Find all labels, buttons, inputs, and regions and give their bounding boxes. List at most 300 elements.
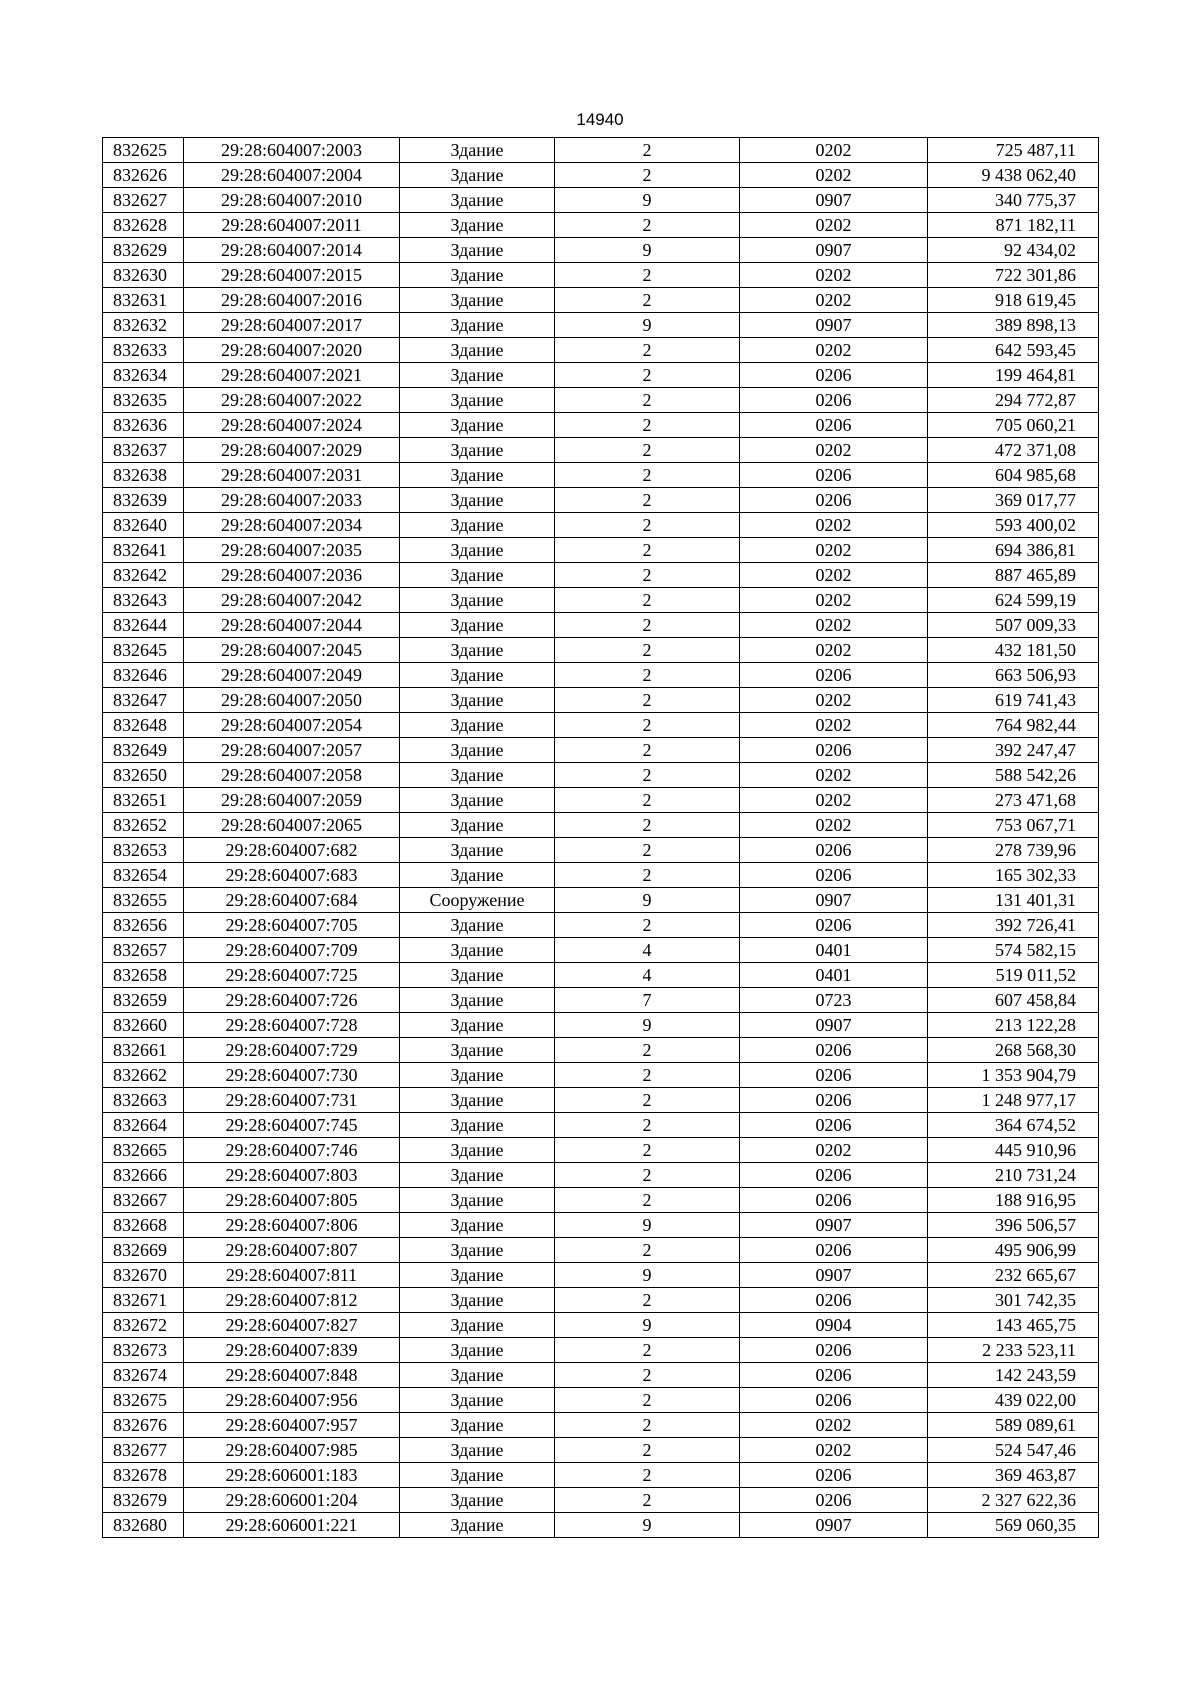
object-type-cell: Здание: [400, 238, 555, 263]
cadastral-value-cell: 604 985,68: [928, 463, 1099, 488]
cadastral-number-cell: 29:28:604007:2017: [184, 313, 400, 338]
row-number-cell: 832644: [103, 613, 184, 638]
cadastral-value-cell: 392 726,41: [928, 913, 1099, 938]
row-number-cell: 832670: [103, 1263, 184, 1288]
table-row: [103, 263, 1099, 288]
group-cell: 2: [555, 763, 740, 788]
row-number-cell: 832664: [103, 1113, 184, 1138]
table-row: [103, 713, 1099, 738]
row-number-cell: 832676: [103, 1413, 184, 1438]
subgroup-code-cell: 0206: [740, 1488, 928, 1513]
cadastral-value-cell: 589 089,61: [928, 1413, 1099, 1438]
cadastral-value-cell: 619 741,43: [928, 688, 1099, 713]
cadastral-number-cell: 29:28:604007:2035: [184, 538, 400, 563]
table-row: [103, 338, 1099, 363]
table-row: [103, 438, 1099, 463]
subgroup-code-cell: 0206: [740, 1288, 928, 1313]
subgroup-code-cell: 0206: [740, 1463, 928, 1488]
object-type-cell: Здание: [400, 1038, 555, 1063]
row-number-cell: 832625: [103, 138, 184, 163]
cadastral-value-cell: 294 772,87: [928, 388, 1099, 413]
row-number-cell: 832646: [103, 663, 184, 688]
cadastral-value-cell: 593 400,02: [928, 513, 1099, 538]
subgroup-code-cell: 0907: [740, 1013, 928, 1038]
table-row: [103, 1138, 1099, 1163]
group-cell: 2: [555, 388, 740, 413]
row-number-cell: 832672: [103, 1313, 184, 1338]
subgroup-code-cell: 0202: [740, 213, 928, 238]
object-type-cell: Здание: [400, 563, 555, 588]
table-row: [103, 1363, 1099, 1388]
table-row: [103, 1438, 1099, 1463]
subgroup-code-cell: 0907: [740, 188, 928, 213]
cadastral-value-cell: 301 742,35: [928, 1288, 1099, 1313]
page-number: 14940: [576, 110, 624, 129]
object-type-cell: Здание: [400, 163, 555, 188]
group-cell: 2: [555, 538, 740, 563]
cadastral-value-cell: 871 182,11: [928, 213, 1099, 238]
object-type-cell: Здание: [400, 1288, 555, 1313]
cadastral-value-cell: 396 506,57: [928, 1213, 1099, 1238]
subgroup-code-cell: 0202: [740, 538, 928, 563]
group-cell: 2: [555, 138, 740, 163]
object-type-cell: Здание: [400, 838, 555, 863]
group-cell: 2: [555, 863, 740, 888]
cadastral-value-cell: 725 487,11: [928, 138, 1099, 163]
object-type-cell: Здание: [400, 1138, 555, 1163]
group-cell: 2: [555, 1338, 740, 1363]
object-type-cell: Здание: [400, 1263, 555, 1288]
cadastral-number-cell: 29:28:604007:2024: [184, 413, 400, 438]
subgroup-code-cell: 0206: [740, 1188, 928, 1213]
cadastral-value-cell: 663 506,93: [928, 663, 1099, 688]
cadastral-number-cell: 29:28:604007:2065: [184, 813, 400, 838]
object-type-cell: Здание: [400, 213, 555, 238]
subgroup-code-cell: 0202: [740, 563, 928, 588]
table-row: [103, 1038, 1099, 1063]
object-type-cell: Здание: [400, 438, 555, 463]
cadastral-number-cell: 29:28:604007:728: [184, 1013, 400, 1038]
row-number-cell: 832668: [103, 1213, 184, 1238]
object-type-cell: Здание: [400, 1438, 555, 1463]
group-cell: 2: [555, 338, 740, 363]
row-number-cell: 832677: [103, 1438, 184, 1463]
row-number-cell: 832673: [103, 1338, 184, 1363]
cadastral-number-cell: 29:28:604007:806: [184, 1213, 400, 1238]
table-row: [103, 363, 1099, 388]
row-number-cell: 832655: [103, 888, 184, 913]
cadastral-number-cell: 29:28:604007:730: [184, 1063, 400, 1088]
cadastral-value-cell: 143 465,75: [928, 1313, 1099, 1338]
table-row: [103, 1513, 1099, 1538]
row-number-cell: 832654: [103, 863, 184, 888]
row-number-cell: 832667: [103, 1188, 184, 1213]
table-row: [103, 1088, 1099, 1113]
table-row: [103, 288, 1099, 313]
cadastral-value-cell: 764 982,44: [928, 713, 1099, 738]
row-number-cell: 832653: [103, 838, 184, 863]
object-type-cell: Здание: [400, 1513, 555, 1538]
object-type-cell: Здание: [400, 363, 555, 388]
subgroup-code-cell: 0202: [740, 713, 928, 738]
row-number-cell: 832679: [103, 1488, 184, 1513]
row-number-cell: 832634: [103, 363, 184, 388]
cadastral-number-cell: 29:28:604007:2036: [184, 563, 400, 588]
object-type-cell: Здание: [400, 613, 555, 638]
cadastral-value-cell: 722 301,86: [928, 263, 1099, 288]
subgroup-code-cell: 0206: [740, 1038, 928, 1063]
table-row: [103, 1488, 1099, 1513]
subgroup-code-cell: 0202: [740, 613, 928, 638]
subgroup-code-cell: 0907: [740, 888, 928, 913]
group-cell: 2: [555, 913, 740, 938]
table-row: [103, 313, 1099, 338]
cadastral-value-cell: 278 739,96: [928, 838, 1099, 863]
cadastral-value-cell: 624 599,19: [928, 588, 1099, 613]
cadastral-value-cell: 642 593,45: [928, 338, 1099, 363]
object-type-cell: Здание: [400, 738, 555, 763]
row-number-cell: 832666: [103, 1163, 184, 1188]
object-type-cell: Здание: [400, 688, 555, 713]
group-cell: 2: [555, 1138, 740, 1163]
object-type-cell: Здание: [400, 1063, 555, 1088]
object-type-cell: Здание: [400, 863, 555, 888]
table-row: [103, 763, 1099, 788]
subgroup-code-cell: 0206: [740, 388, 928, 413]
table-row: [103, 1238, 1099, 1263]
row-number-cell: 832678: [103, 1463, 184, 1488]
cadastral-value-cell: 131 401,31: [928, 888, 1099, 913]
group-cell: 2: [555, 738, 740, 763]
object-type-cell: Здание: [400, 338, 555, 363]
cadastral-number-cell: 29:28:604007:731: [184, 1088, 400, 1113]
row-number-cell: 832680: [103, 1513, 184, 1538]
group-cell: 9: [555, 238, 740, 263]
subgroup-code-cell: 0723: [740, 988, 928, 1013]
table-row: [103, 1213, 1099, 1238]
subgroup-code-cell: 0202: [740, 288, 928, 313]
cadastral-value-cell: 887 465,89: [928, 563, 1099, 588]
subgroup-code-cell: 0202: [740, 438, 928, 463]
object-type-cell: Здание: [400, 313, 555, 338]
cadastral-number-cell: 29:28:604007:2033: [184, 488, 400, 513]
cadastral-number-cell: 29:28:604007:957: [184, 1413, 400, 1438]
row-number-cell: 832659: [103, 988, 184, 1013]
subgroup-code-cell: 0907: [740, 1513, 928, 1538]
subgroup-code-cell: 0904: [740, 1313, 928, 1338]
table-row: [103, 213, 1099, 238]
object-type-cell: Здание: [400, 263, 555, 288]
group-cell: 2: [555, 463, 740, 488]
group-cell: 2: [555, 213, 740, 238]
subgroup-code-cell: 0401: [740, 963, 928, 988]
table-row: [103, 1338, 1099, 1363]
subgroup-code-cell: 0202: [740, 1413, 928, 1438]
object-type-cell: Здание: [400, 188, 555, 213]
subgroup-code-cell: 0202: [740, 513, 928, 538]
cadastral-number-cell: 29:28:604007:839: [184, 1338, 400, 1363]
row-number-cell: 832626: [103, 163, 184, 188]
subgroup-code-cell: 0206: [740, 913, 928, 938]
table-row: [103, 188, 1099, 213]
row-number-cell: 832657: [103, 938, 184, 963]
row-number-cell: 832656: [103, 913, 184, 938]
cadastral-number-cell: 29:28:604007:683: [184, 863, 400, 888]
cadastral-value-cell: 2 233 523,11: [928, 1338, 1099, 1363]
subgroup-code-cell: 0202: [740, 163, 928, 188]
table-body: [103, 138, 1099, 1538]
group-cell: 9: [555, 1313, 740, 1338]
cadastral-number-cell: 29:28:604007:848: [184, 1363, 400, 1388]
subgroup-code-cell: 0206: [740, 838, 928, 863]
group-cell: 2: [555, 1463, 740, 1488]
group-cell: 7: [555, 988, 740, 1013]
subgroup-code-cell: 0202: [740, 638, 928, 663]
object-type-cell: Здание: [400, 788, 555, 813]
group-cell: 2: [555, 288, 740, 313]
object-type-cell: Здание: [400, 1388, 555, 1413]
row-number-cell: 832642: [103, 563, 184, 588]
cadastral-value-cell: 210 731,24: [928, 1163, 1099, 1188]
cadastral-number-cell: 29:28:604007:2015: [184, 263, 400, 288]
table-row: [103, 863, 1099, 888]
cadastral-number-cell: 29:28:606001:183: [184, 1463, 400, 1488]
object-type-cell: Здание: [400, 463, 555, 488]
row-number-cell: 832636: [103, 413, 184, 438]
subgroup-code-cell: 0206: [740, 1238, 928, 1263]
cadastral-number-cell: 29:28:604007:811: [184, 1263, 400, 1288]
cadastral-value-cell: 495 906,99: [928, 1238, 1099, 1263]
cadastral-number-cell: 29:28:604007:745: [184, 1113, 400, 1138]
subgroup-code-cell: 0907: [740, 313, 928, 338]
object-type-cell: Здание: [400, 288, 555, 313]
table-row: [103, 663, 1099, 688]
cadastral-number-cell: 29:28:604007:2011: [184, 213, 400, 238]
table-row: [103, 988, 1099, 1013]
cadastral-number-cell: 29:28:604007:2010: [184, 188, 400, 213]
group-cell: 2: [555, 1413, 740, 1438]
group-cell: 2: [555, 513, 740, 538]
cadastral-number-cell: 29:28:604007:2004: [184, 163, 400, 188]
row-number-cell: 832658: [103, 963, 184, 988]
cadastral-value-cell: 364 674,52: [928, 1113, 1099, 1138]
cadastral-value-cell: 1 353 904,79: [928, 1063, 1099, 1088]
subgroup-code-cell: 0202: [740, 688, 928, 713]
cadastral-number-cell: 29:28:604007:726: [184, 988, 400, 1013]
table-row: [103, 1113, 1099, 1138]
cadastral-number-cell: 29:28:604007:2054: [184, 713, 400, 738]
subgroup-code-cell: 0206: [740, 413, 928, 438]
cadastral-number-cell: 29:28:604007:812: [184, 1288, 400, 1313]
group-cell: 2: [555, 1488, 740, 1513]
cadastral-number-cell: 29:28:604007:956: [184, 1388, 400, 1413]
object-type-cell: Здание: [400, 513, 555, 538]
object-type-cell: Здание: [400, 1363, 555, 1388]
subgroup-code-cell: 0202: [740, 263, 928, 288]
object-type-cell: Здание: [400, 138, 555, 163]
group-cell: 2: [555, 613, 740, 638]
table-row: [103, 1288, 1099, 1313]
subgroup-code-cell: 0202: [740, 1438, 928, 1463]
cadastral-number-cell: 29:28:606001:221: [184, 1513, 400, 1538]
row-number-cell: 832628: [103, 213, 184, 238]
subgroup-code-cell: 0907: [740, 238, 928, 263]
cadastral-number-cell: 29:28:604007:2034: [184, 513, 400, 538]
cadastral-number-cell: 29:28:604007:2021: [184, 363, 400, 388]
subgroup-code-cell: 0206: [740, 1388, 928, 1413]
group-cell: 9: [555, 1013, 740, 1038]
subgroup-code-cell: 0202: [740, 788, 928, 813]
cadastral-value-cell: 569 060,35: [928, 1513, 1099, 1538]
subgroup-code-cell: 0202: [740, 1138, 928, 1163]
object-type-cell: Здание: [400, 813, 555, 838]
row-number-cell: 832649: [103, 738, 184, 763]
cadastral-value-cell: 273 471,68: [928, 788, 1099, 813]
row-number-cell: 832675: [103, 1388, 184, 1413]
object-type-cell: Здание: [400, 1238, 555, 1263]
group-cell: 4: [555, 938, 740, 963]
cadastral-number-cell: 29:28:604007:2022: [184, 388, 400, 413]
table-row: [103, 538, 1099, 563]
cadastral-value-cell: 213 122,28: [928, 1013, 1099, 1038]
cadastral-number-cell: 29:28:604007:2057: [184, 738, 400, 763]
table-row: [103, 413, 1099, 438]
cadastral-number-cell: 29:28:604007:2050: [184, 688, 400, 713]
table-row: [103, 788, 1099, 813]
object-type-cell: Здание: [400, 1338, 555, 1363]
cadastral-number-cell: 29:28:604007:684: [184, 888, 400, 913]
cadastral-number-cell: 29:28:604007:729: [184, 1038, 400, 1063]
row-number-cell: 832665: [103, 1138, 184, 1163]
cadastral-value-cell: 694 386,81: [928, 538, 1099, 563]
table-row: [103, 1313, 1099, 1338]
table-row: [103, 888, 1099, 913]
subgroup-code-cell: 0206: [740, 463, 928, 488]
subgroup-code-cell: 0206: [740, 738, 928, 763]
object-type-cell: Здание: [400, 1088, 555, 1113]
table-row: [103, 463, 1099, 488]
object-type-cell: Здание: [400, 488, 555, 513]
object-type-cell: Здание: [400, 1213, 555, 1238]
row-number-cell: 832640: [103, 513, 184, 538]
cadastral-value-cell: 199 464,81: [928, 363, 1099, 388]
row-number-cell: 832645: [103, 638, 184, 663]
table-row: [103, 163, 1099, 188]
cadastral-number-cell: 29:28:604007:805: [184, 1188, 400, 1213]
group-cell: 2: [555, 438, 740, 463]
group-cell: 9: [555, 1213, 740, 1238]
group-cell: 2: [555, 413, 740, 438]
cadastral-value-cell: 369 463,87: [928, 1463, 1099, 1488]
subgroup-code-cell: 0206: [740, 1363, 928, 1388]
group-cell: 2: [555, 813, 740, 838]
table-row: [103, 1263, 1099, 1288]
object-type-cell: Здание: [400, 938, 555, 963]
group-cell: 2: [555, 1063, 740, 1088]
cadastral-number-cell: 29:28:604007:2058: [184, 763, 400, 788]
cadastral-number-cell: 29:28:604007:2045: [184, 638, 400, 663]
cadastral-value-cell: 2 327 622,36: [928, 1488, 1099, 1513]
row-number-cell: 832632: [103, 313, 184, 338]
group-cell: 2: [555, 588, 740, 613]
cadastral-value-cell: 507 009,33: [928, 613, 1099, 638]
row-number-cell: 832631: [103, 288, 184, 313]
row-number-cell: 832662: [103, 1063, 184, 1088]
subgroup-code-cell: 0907: [740, 1263, 928, 1288]
subgroup-code-cell: 0907: [740, 1213, 928, 1238]
subgroup-code-cell: 0202: [740, 338, 928, 363]
object-type-cell: Здание: [400, 538, 555, 563]
subgroup-code-cell: 0206: [740, 1338, 928, 1363]
table-row: [103, 613, 1099, 638]
cadastral-value-cell: 705 060,21: [928, 413, 1099, 438]
table-row: [103, 963, 1099, 988]
table-row: [103, 1163, 1099, 1188]
row-number-cell: 832635: [103, 388, 184, 413]
cadastral-value-table: [102, 137, 1099, 1538]
cadastral-value-cell: 1 248 977,17: [928, 1088, 1099, 1113]
group-cell: 2: [555, 1163, 740, 1188]
table-row: [103, 388, 1099, 413]
table-row: [103, 1063, 1099, 1088]
cadastral-number-cell: 29:28:604007:2049: [184, 663, 400, 688]
group-cell: 9: [555, 888, 740, 913]
cadastral-value-cell: 472 371,08: [928, 438, 1099, 463]
table-row: [103, 688, 1099, 713]
object-type-cell: Здание: [400, 1113, 555, 1138]
cadastral-value-cell: 392 247,47: [928, 738, 1099, 763]
object-type-cell: Здание: [400, 1163, 555, 1188]
object-type-cell: Здание: [400, 1188, 555, 1213]
subgroup-code-cell: 0206: [740, 488, 928, 513]
cadastral-value-cell: 165 302,33: [928, 863, 1099, 888]
table-row: [103, 1013, 1099, 1038]
object-type-cell: Здание: [400, 413, 555, 438]
row-number-cell: 832639: [103, 488, 184, 513]
row-number-cell: 832663: [103, 1088, 184, 1113]
object-type-cell: Здание: [400, 588, 555, 613]
group-cell: 9: [555, 1513, 740, 1538]
cadastral-value-cell: 369 017,77: [928, 488, 1099, 513]
cadastral-number-cell: 29:28:604007:2044: [184, 613, 400, 638]
cadastral-value-cell: 588 542,26: [928, 763, 1099, 788]
object-type-cell: Здание: [400, 663, 555, 688]
cadastral-value-cell: 524 547,46: [928, 1438, 1099, 1463]
cadastral-number-cell: 29:28:604007:682: [184, 838, 400, 863]
subgroup-code-cell: 0206: [740, 1063, 928, 1088]
object-type-cell: Здание: [400, 638, 555, 663]
group-cell: 9: [555, 1263, 740, 1288]
cadastral-value-cell: 918 619,45: [928, 288, 1099, 313]
cadastral-number-cell: 29:28:604007:725: [184, 963, 400, 988]
row-number-cell: 832650: [103, 763, 184, 788]
subgroup-code-cell: 0206: [740, 663, 928, 688]
object-type-cell: Здание: [400, 1013, 555, 1038]
group-cell: 2: [555, 1288, 740, 1313]
group-cell: 4: [555, 963, 740, 988]
row-number-cell: 832660: [103, 1013, 184, 1038]
object-type-cell: Здание: [400, 963, 555, 988]
row-number-cell: 832633: [103, 338, 184, 363]
cadastral-value-cell: 188 916,95: [928, 1188, 1099, 1213]
subgroup-code-cell: 0206: [740, 863, 928, 888]
object-type-cell: Здание: [400, 913, 555, 938]
object-type-cell: Здание: [400, 1313, 555, 1338]
subgroup-code-cell: 0401: [740, 938, 928, 963]
group-cell: 2: [555, 1438, 740, 1463]
cadastral-value-cell: 340 775,37: [928, 188, 1099, 213]
cadastral-value-cell: 92 434,02: [928, 238, 1099, 263]
